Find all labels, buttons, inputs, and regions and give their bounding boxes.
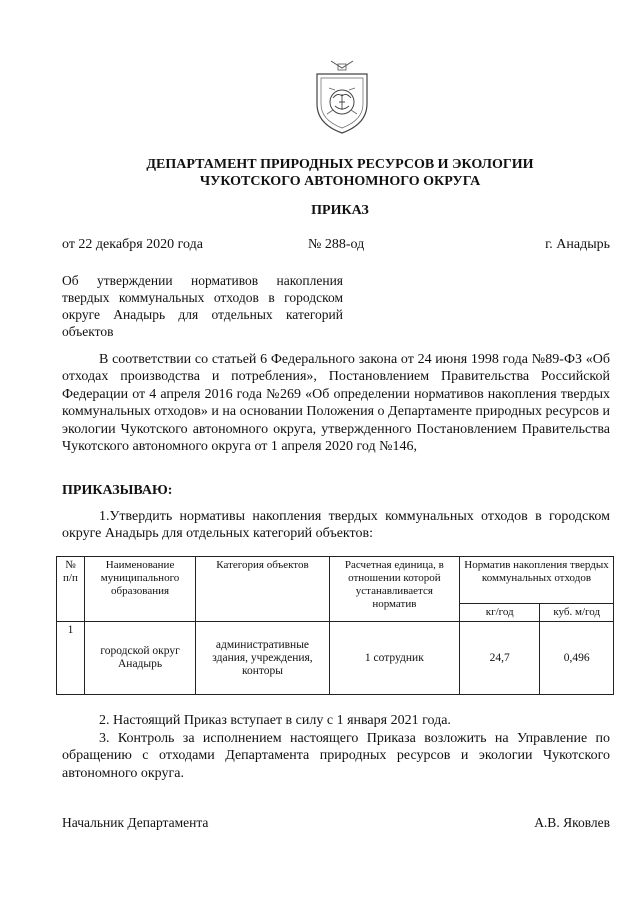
header-municipality: Наименование муниципального образования (84, 557, 195, 622)
header-norm: Норматив накопления твердых коммунальных отходов (459, 557, 613, 604)
document-city: г. Анадырь (545, 237, 610, 252)
department-line-1: ДЕПАРТАМЕНТ ПРИРОДНЫХ РЕСУРСОВ И ЭКОЛОГИИ (146, 157, 534, 172)
decree-heading: ПРИКАЗЫВАЮ: (62, 483, 173, 498)
document-type: ПРИКАЗ (311, 203, 369, 218)
row-kg-value: 24,7 (459, 622, 539, 695)
coat-of-arms-icon (311, 58, 373, 136)
signature-block (62, 815, 610, 833)
order-item-1: 1.Утвердить нормативы накопления твердых коммунальных отходов в городском округе Анадырь для отдельных категорий объектов: (62, 509, 610, 542)
preamble-paragraph: В соответствии со статьей 6 Федерального закона от 24 июня 1998 года №89-ФЗ «Об отходах производства и потребления», Постановлением Правительства Российской Федерации от 4 апреля 2016 года №269 «Об определении нормативов накопления твердых коммунальных отходов» и на основании Положения о Департаменте природных ресурсов и экологии Чукотского автономного округа, утвержденного Постановлением Правительства Чукотского автономного округа от 1 апреля 2020 год №146, (62, 352, 610, 455)
table-row (57, 622, 614, 695)
document-meta (62, 237, 610, 255)
signatory-name: А.В. Яковлев (534, 815, 610, 830)
document-date: от 22 декабря 2020 года (62, 237, 203, 252)
document-number: № 288-од (308, 237, 365, 252)
row-m3-value: 0,496 (540, 622, 614, 695)
norms-table (56, 556, 614, 695)
header-number: № п/п (57, 557, 85, 622)
header-category: Категория объектов (196, 557, 330, 622)
row-municipality: городской округ Анадырь (84, 622, 195, 695)
header-m3-per-year: куб. м/год (540, 604, 614, 622)
row-category: административные здания, учреждения, конторы (196, 622, 330, 695)
department-name (60, 156, 620, 190)
row-number: 1 (57, 622, 85, 695)
signatory-title: Начальник Департамента (62, 815, 209, 830)
header-kg-per-year: кг/год (459, 604, 539, 622)
row-unit: 1 сотрудник (329, 622, 459, 695)
order-item-2: 2. Настоящий Приказ вступает в силу с 1 января 2021 года. (99, 713, 451, 728)
header-unit: Расчетная единица, в отношении которой устанавливается норматив (329, 557, 459, 622)
document-subject: Об утверждении нормативов накопления твердых коммунальных отходов в городском округе Анадырь для отдельных категорий объектов (62, 273, 343, 339)
table-header-row (57, 557, 614, 604)
department-line-2: ЧУКОТСКОГО АВТОНОМНОГО ОКРУГА (199, 174, 481, 189)
order-item-3: 3. Контроль за исполнением настоящего Приказа возложить на Управление по обращению с отходами Департамента природных ресурсов и экологии Чукотского автономного округа. (62, 731, 610, 781)
